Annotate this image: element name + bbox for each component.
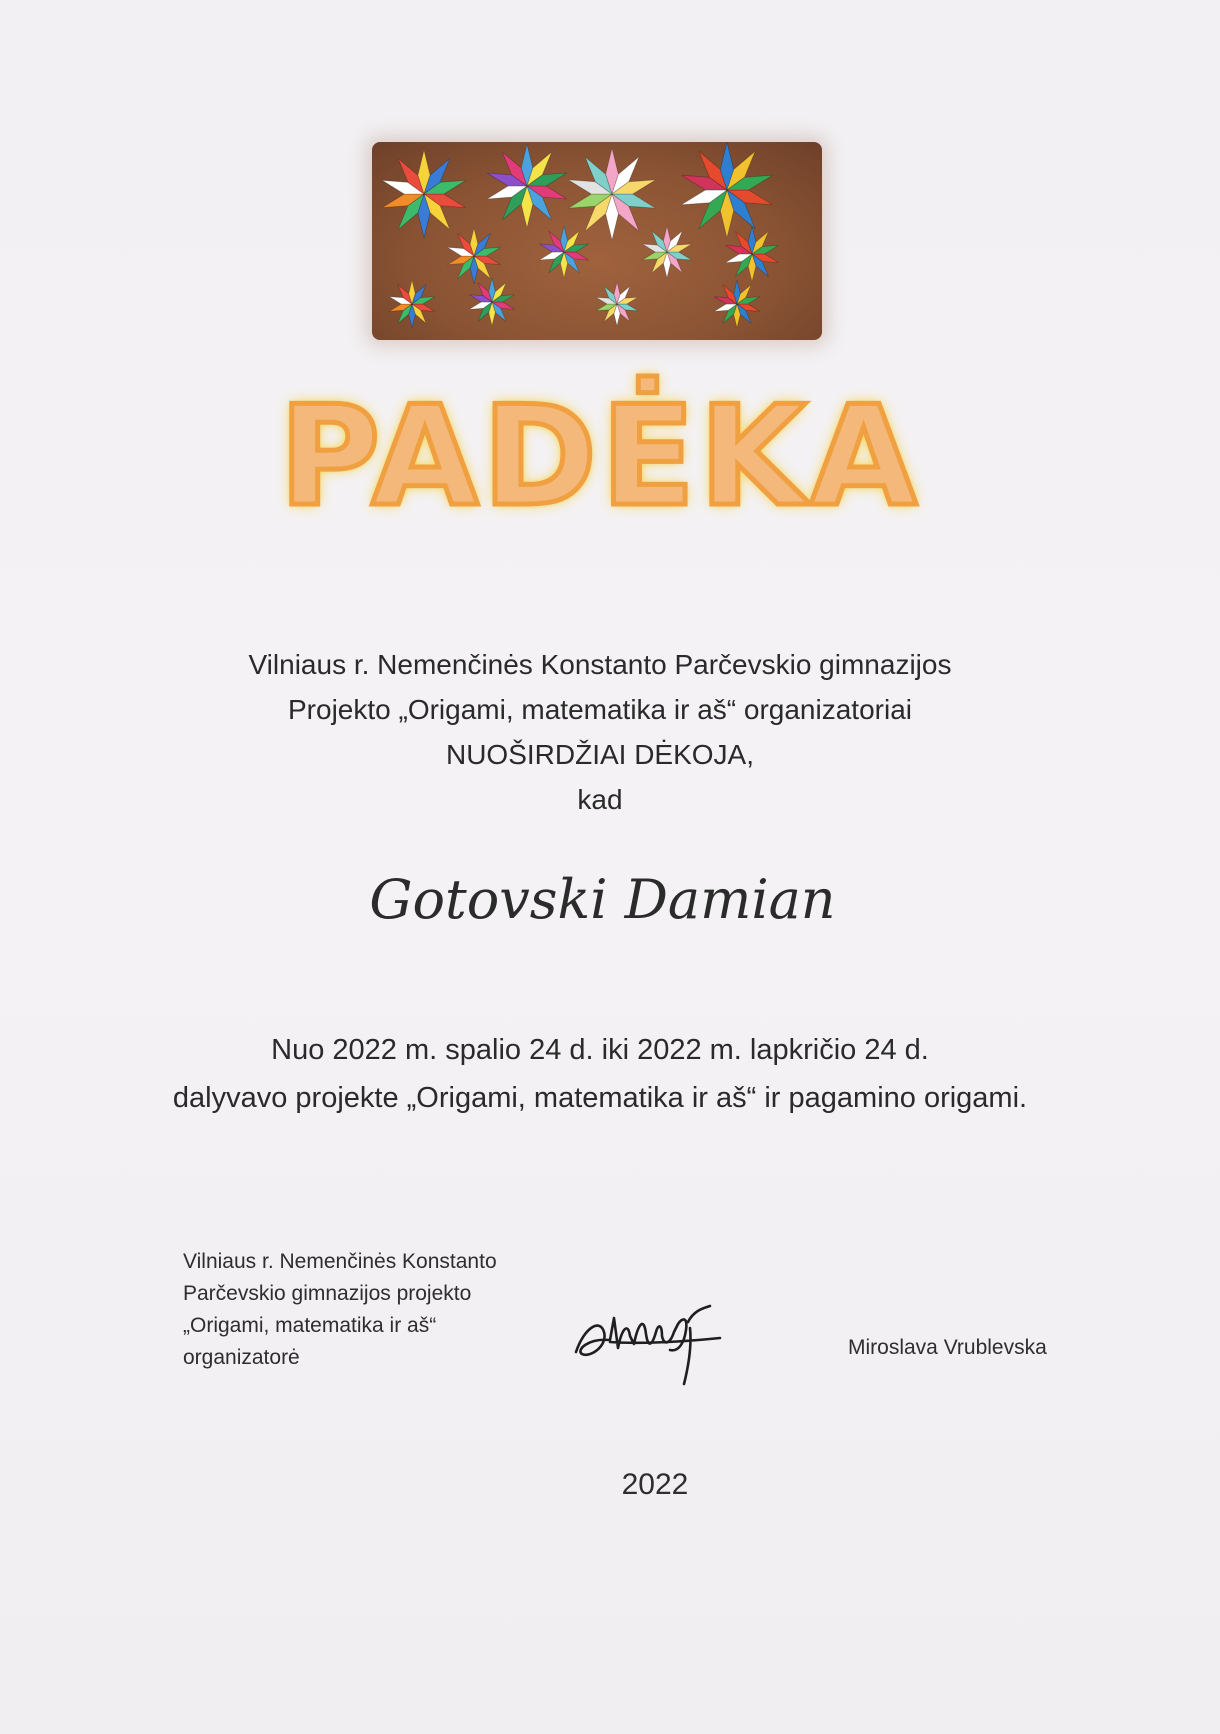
intro-text (0, 642, 1200, 822)
recipient-name: Gotovski Damian (369, 868, 836, 931)
origami-ball (382, 150, 466, 238)
origami-banner-image (372, 142, 822, 340)
certificate-title: PADĖKA (279, 376, 921, 537)
organizer-line: Vilniaus r. Nemenčinės Konstanto (183, 1250, 497, 1273)
handwritten-signature (570, 1288, 730, 1388)
origami-ball (642, 226, 691, 278)
participation-text (0, 1026, 1200, 1122)
origami-ball (568, 148, 655, 240)
origami-ball (725, 226, 778, 282)
intro-line: Projekto „Origami, matematika ir aš“ organizatoriai (288, 694, 912, 725)
origami-ball (596, 282, 638, 326)
intro-line: Vilniaus r. Nemenčinės Konstanto Parčevskio gimnazijos (248, 649, 952, 680)
period-line: dalyvavo projekte „Origami, matematika ir aš“ ir pagamino origami. (172, 1082, 1028, 1114)
origami-ball (447, 228, 500, 284)
origami-ball (487, 144, 567, 228)
origami-ball (539, 226, 588, 278)
period-line: Nuo 2022 m. spalio 24 d. iki 2022 m. lapkričio 24 d. (271, 1034, 929, 1066)
origami-ball (469, 278, 515, 326)
signer-name: Miroslava Vrublevska (848, 1336, 1047, 1359)
origami-ball (681, 142, 772, 238)
intro-line: NUOŠIRDŽIAI DĖKOJA, (445, 739, 755, 770)
certificate-year: 2022 (621, 1468, 689, 1501)
organizer-line: „Origami, matematika ir aš“ (183, 1314, 437, 1337)
origami-balls-illustration (372, 142, 822, 340)
organizer-line: organizatorė (183, 1346, 300, 1369)
origami-ball (714, 280, 760, 328)
intro-line: kad (577, 784, 623, 815)
organizer-line: Parčevskio gimnazijos projekto (183, 1282, 472, 1305)
origami-ball (389, 280, 435, 328)
organizer-block (183, 1246, 583, 1374)
